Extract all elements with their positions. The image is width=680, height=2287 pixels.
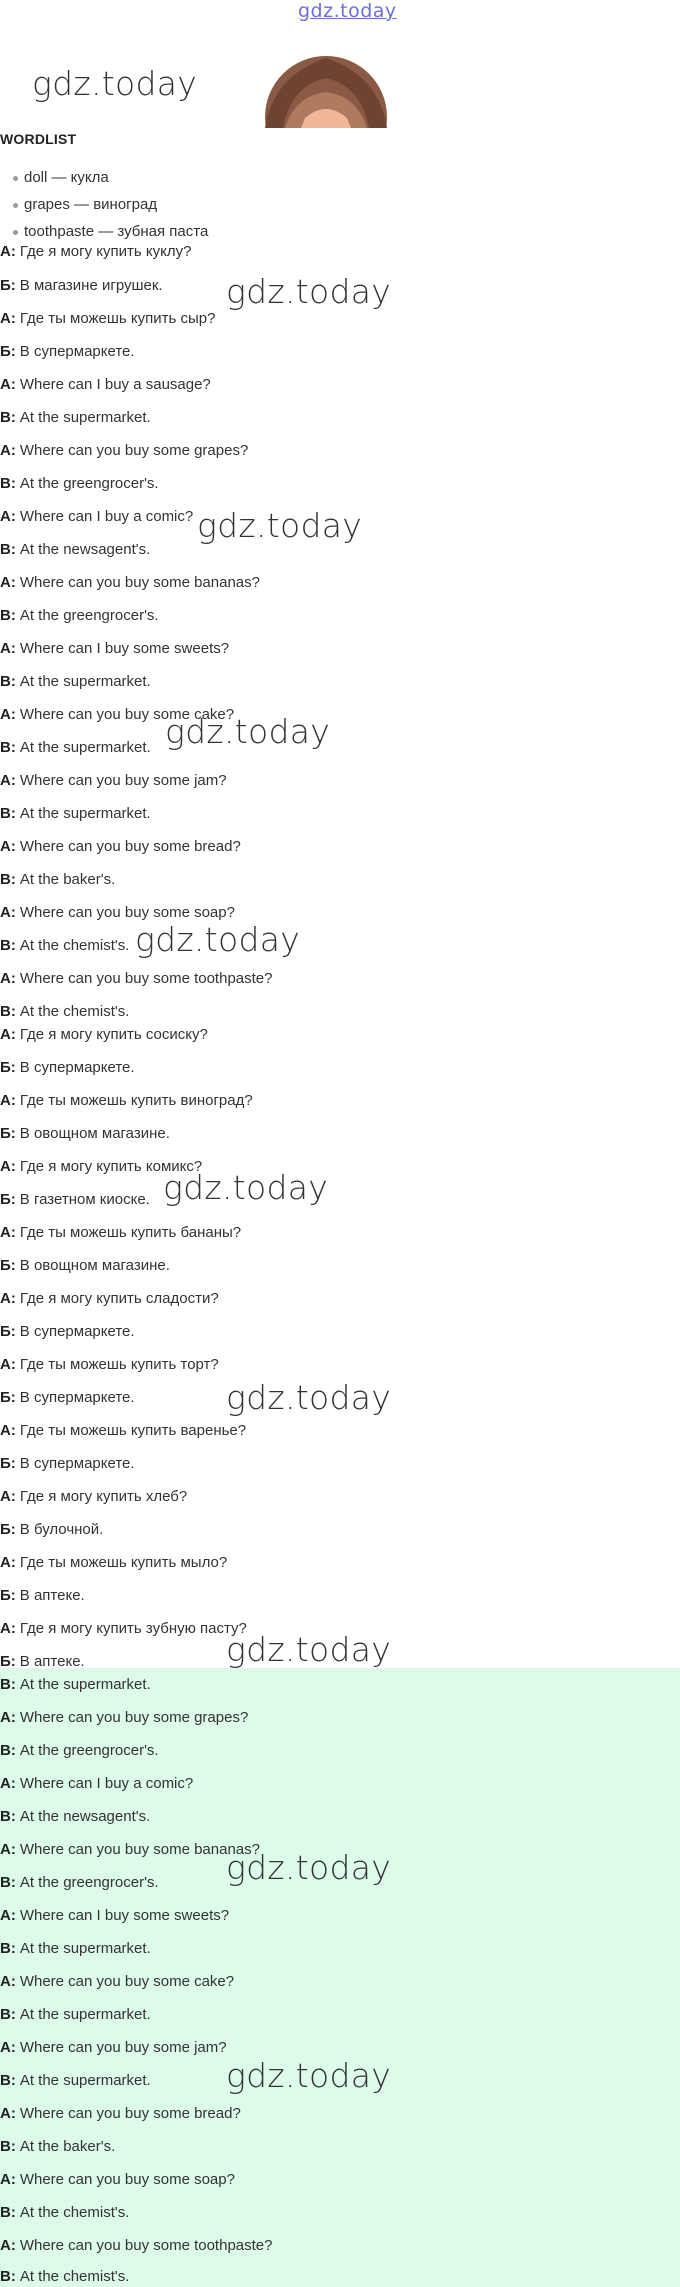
- speaker-label: A:: [0, 1709, 16, 1726]
- speaker-label: A:: [0, 574, 16, 591]
- speaker-label: А:: [0, 1422, 16, 1439]
- speaker-label: Б:: [0, 1125, 16, 1142]
- speaker-label: B:: [0, 541, 16, 558]
- dialogue-line: [0, 1972, 234, 1992]
- speaker-label: B:: [0, 2138, 16, 2155]
- line-text: At the supermarket.: [19, 2072, 151, 2089]
- dialogue-line: [0, 1421, 246, 1441]
- speaker-label: Б:: [0, 277, 16, 294]
- line-text: At the chemist's.: [19, 2204, 130, 2221]
- dialogue-line: [0, 1190, 150, 1210]
- line-text: At the greengrocer's.: [19, 607, 159, 624]
- speaker-label: A:: [0, 2105, 16, 2122]
- speaker-label: Б:: [0, 1521, 16, 1538]
- dialogue-line: [0, 1124, 170, 1144]
- line-text: Where can you buy some soap?: [19, 904, 235, 921]
- speaker-label: B:: [0, 409, 16, 426]
- dialogue-line: [0, 507, 193, 527]
- line-text: At the supermarket.: [19, 739, 151, 756]
- dialogue-line: [0, 1388, 135, 1408]
- speaker-label: A:: [0, 376, 16, 393]
- line-text: At the greengrocer's.: [19, 1742, 159, 1759]
- dialogue-line: [0, 242, 191, 262]
- speaker-label: A:: [0, 508, 16, 525]
- watermark-text: gdz.today: [226, 2056, 392, 2095]
- speaker-label: B:: [0, 2204, 16, 2221]
- wordlist-item: toothpaste — зубная паста: [10, 218, 208, 245]
- watermark-text: gdz.today: [226, 1378, 392, 1417]
- speaker-label: B:: [0, 1676, 16, 1693]
- dialogue-line: [0, 738, 151, 758]
- avatar: [265, 56, 387, 128]
- dialogue-line: [0, 2170, 235, 2190]
- dialogue-line: [0, 1774, 193, 1794]
- line-text: В супермаркете.: [19, 343, 135, 360]
- dialogue-line: [0, 2005, 151, 2025]
- speaker-label: А:: [0, 1488, 16, 1505]
- speaker-label: A:: [0, 1841, 16, 1858]
- line-text: Where can I buy some sweets?: [19, 1907, 230, 1924]
- speaker-label: A:: [0, 2171, 16, 2188]
- line-text: В газетном киоске.: [19, 1191, 150, 1208]
- line-text: Where can you buy some bananas?: [19, 1841, 260, 1858]
- line-text: Where can you buy some bread?: [19, 2105, 241, 2122]
- line-text: В овощном магазине.: [19, 1257, 170, 1274]
- line-text: В овощном магазине.: [19, 1125, 170, 1142]
- dialogue-line: [0, 1289, 219, 1309]
- watermark-text: gdz.today: [226, 1848, 392, 1887]
- line-text: В аптеке.: [19, 1587, 85, 1604]
- watermark-text: gdz.today: [163, 1168, 329, 1207]
- dialogue-line: [0, 375, 211, 395]
- speaker-label: А:: [0, 1224, 16, 1241]
- dialogue-line: [0, 2137, 115, 2157]
- speaker-label: Б:: [0, 343, 16, 360]
- line-text: Where can you buy some soap?: [19, 2171, 235, 2188]
- line-text: Where can you buy some jam?: [19, 772, 227, 789]
- line-text: At the supermarket.: [19, 1676, 151, 1693]
- line-text: Where can I buy some sweets?: [19, 640, 230, 657]
- dialogue-line: [0, 1652, 85, 1672]
- brand-title: gdz.today: [32, 64, 198, 103]
- dialogue-line: [0, 2071, 151, 2091]
- line-text: Where can I buy a comic?: [19, 1775, 194, 1792]
- line-text: At the greengrocer's.: [19, 1874, 159, 1891]
- line-text: Где я могу купить куклу?: [19, 243, 192, 260]
- dialogue-line: [0, 1256, 170, 1276]
- line-text: At the baker's.: [19, 871, 116, 888]
- line-text: Где ты можешь купить виноград?: [19, 1092, 253, 1109]
- dialogue-line: [0, 2104, 241, 2124]
- dialogue-line: [0, 1223, 241, 1243]
- line-text: Где ты можешь купить бананы?: [19, 1224, 242, 1241]
- speaker-label: A:: [0, 1973, 16, 1990]
- line-text: Where can you buy some grapes?: [19, 1709, 249, 1726]
- dialogue-line: [0, 342, 135, 362]
- dialogue-line: [0, 441, 248, 461]
- dialogue-line: [0, 309, 215, 329]
- line-text: At the supermarket.: [19, 805, 151, 822]
- line-text: В супермаркете.: [19, 1059, 135, 1076]
- speaker-label: A:: [0, 970, 16, 987]
- dialogue-line: [0, 2203, 129, 2223]
- line-text: At the supermarket.: [19, 673, 151, 690]
- line-text: Where can you buy some cake?: [19, 1973, 235, 1990]
- dialogue-line: [0, 474, 159, 494]
- speaker-label: B:: [0, 1742, 16, 1759]
- line-text: Где я могу купить хлеб?: [19, 1488, 188, 1505]
- speaker-label: A:: [0, 2237, 16, 2254]
- speaker-label: Б:: [0, 1587, 16, 1604]
- speaker-label: B:: [0, 871, 16, 888]
- speaker-label: A:: [0, 442, 16, 459]
- dialogue-line: [0, 573, 260, 593]
- speaker-label: А:: [0, 1620, 16, 1637]
- speaker-label: B:: [0, 1940, 16, 1957]
- line-text: At the chemist's.: [19, 1003, 130, 1020]
- dialogue-line: [0, 408, 151, 428]
- dialogue-line: [0, 969, 272, 989]
- dialogue-line: [0, 1807, 150, 1827]
- dialogue-line: [0, 837, 241, 857]
- speaker-label: B:: [0, 1003, 16, 1020]
- line-text: В аптеке.: [19, 1653, 85, 1670]
- dialogue-line: [0, 1487, 187, 1507]
- dialogue-line: [0, 606, 159, 626]
- line-text: Where can you buy some jam?: [19, 2039, 227, 2056]
- speaker-label: B:: [0, 805, 16, 822]
- speaker-label: Б:: [0, 1257, 16, 1274]
- dialogue-line: [0, 1322, 135, 1342]
- dialogue-line: [0, 639, 229, 659]
- line-text: At the supermarket.: [19, 409, 151, 426]
- dialogue-line: [0, 1025, 208, 1045]
- speaker-label: А:: [0, 1356, 16, 1373]
- dialogue-line: [0, 1939, 151, 1959]
- line-text: At the greengrocer's.: [19, 475, 159, 492]
- line-text: At the newsagent's.: [19, 541, 151, 558]
- line-text: В булочной.: [19, 1521, 104, 1538]
- dialogue-line: [0, 540, 150, 560]
- line-text: Where can you buy some bread?: [19, 838, 241, 855]
- dialogue-line: [0, 870, 115, 890]
- line-text: Где ты можешь купить сыр?: [19, 310, 216, 327]
- wordlist: [10, 164, 208, 245]
- line-text: Where can I buy a sausage?: [19, 376, 211, 393]
- dialogue-line: [0, 1586, 85, 1606]
- speaker-label: Б:: [0, 1653, 16, 1670]
- speaker-label: A:: [0, 2039, 16, 2056]
- speaker-label: A:: [0, 1775, 16, 1792]
- dialogue-line: [0, 276, 163, 296]
- dialogue-line: [0, 1553, 227, 1573]
- line-text: At the supermarket.: [19, 1940, 151, 1957]
- line-text: At the baker's.: [19, 2138, 116, 2155]
- watermark-text: gdz.today: [197, 506, 363, 545]
- line-text: Где ты можешь купить мыло?: [19, 1554, 228, 1571]
- speaker-label: Б:: [0, 1059, 16, 1076]
- line-text: Where can you buy some cake?: [19, 706, 235, 723]
- speaker-label: A:: [0, 904, 16, 921]
- line-text: At the newsagent's.: [19, 1808, 151, 1825]
- line-text: В магазине игрушек.: [19, 277, 163, 294]
- line-text: Where can you buy some toothpaste?: [19, 970, 273, 987]
- speaker-label: А:: [0, 1158, 16, 1175]
- wordlist-title: WORDLIST: [0, 131, 77, 147]
- dialogue-line: [0, 1002, 129, 1022]
- dialogue-line: [0, 1520, 103, 1540]
- watermark-text: gdz.today: [165, 712, 331, 751]
- dialogue-line: [0, 1675, 151, 1695]
- speaker-label: A:: [0, 838, 16, 855]
- wordlist-item: grapes — виноград: [10, 191, 208, 218]
- speaker-label: А:: [0, 1554, 16, 1571]
- dialogue-line: [0, 1091, 253, 1111]
- speaker-label: B:: [0, 607, 16, 624]
- watermark-text: gdz.today: [226, 272, 392, 311]
- line-text: At the chemist's.: [19, 2268, 130, 2285]
- dialogue-line: [0, 1873, 159, 1893]
- speaker-label: Б:: [0, 1389, 16, 1406]
- dialogue-line: [0, 1708, 248, 1728]
- line-text: В супермаркете.: [19, 1323, 135, 1340]
- line-text: Где я могу купить сладости?: [19, 1290, 219, 1307]
- dialogue-line: [0, 672, 151, 692]
- line-text: At the chemist's.: [19, 937, 130, 954]
- dialogue-line: [0, 936, 129, 956]
- speaker-label: B:: [0, 673, 16, 690]
- line-text: В супермаркете.: [19, 1389, 135, 1406]
- dialogue-line: [0, 1058, 135, 1078]
- line-text: Where can you buy some bananas?: [19, 574, 260, 591]
- dialogue-line: [0, 804, 151, 824]
- line-text: Where can I buy a comic?: [19, 508, 194, 525]
- line-text: Where can you buy some toothpaste?: [19, 2237, 273, 2254]
- wordlist-item: doll — кукла: [10, 164, 208, 191]
- watermark-text: gdz.today: [226, 1630, 392, 1669]
- watermark-text: gdz.today: [135, 920, 301, 959]
- speaker-label: А:: [0, 310, 16, 327]
- speaker-label: А:: [0, 1092, 16, 1109]
- speaker-label: B:: [0, 739, 16, 756]
- speaker-label: Б:: [0, 1455, 16, 1472]
- line-text: Где я могу купить комикс?: [19, 1158, 203, 1175]
- line-text: At the supermarket.: [19, 2006, 151, 2023]
- dialogue-line: [0, 1454, 135, 1474]
- speaker-label: A:: [0, 772, 16, 789]
- speaker-label: A:: [0, 1907, 16, 1924]
- dialogue-line: [0, 1906, 229, 1926]
- speaker-label: B:: [0, 937, 16, 954]
- speaker-label: B:: [0, 1808, 16, 1825]
- dialogue-line: [0, 2236, 272, 2256]
- speaker-label: A:: [0, 640, 16, 657]
- dialogue-line: [0, 1619, 247, 1639]
- dialogue-line: [0, 2267, 129, 2287]
- speaker-label: B:: [0, 1874, 16, 1891]
- speaker-label: B:: [0, 2006, 16, 2023]
- line-text: В супермаркете.: [19, 1455, 135, 1472]
- dialogue-line: [0, 1741, 159, 1761]
- dialogue-line: [0, 1840, 260, 1860]
- speaker-label: B:: [0, 2072, 16, 2089]
- dialogue-line: [0, 771, 227, 791]
- dialogue-line: [0, 1355, 219, 1375]
- speaker-label: А:: [0, 1026, 16, 1043]
- line-text: Где я могу купить сосиску?: [19, 1026, 208, 1043]
- dialogue-line: [0, 2038, 227, 2058]
- speaker-label: Б:: [0, 1191, 16, 1208]
- line-text: Where can you buy some grapes?: [19, 442, 249, 459]
- speaker-label: A:: [0, 706, 16, 723]
- speaker-label: А:: [0, 243, 16, 260]
- site-link[interactable]: gdz.today: [298, 0, 397, 22]
- line-text: Где ты можешь купить торт?: [19, 1356, 219, 1373]
- speaker-label: B:: [0, 2268, 16, 2285]
- line-text: Где ты можешь купить варенье?: [19, 1422, 247, 1439]
- speaker-label: Б:: [0, 1323, 16, 1340]
- speaker-label: А:: [0, 1290, 16, 1307]
- line-text: Где я могу купить зубную пасту?: [19, 1620, 247, 1637]
- speaker-label: B:: [0, 475, 16, 492]
